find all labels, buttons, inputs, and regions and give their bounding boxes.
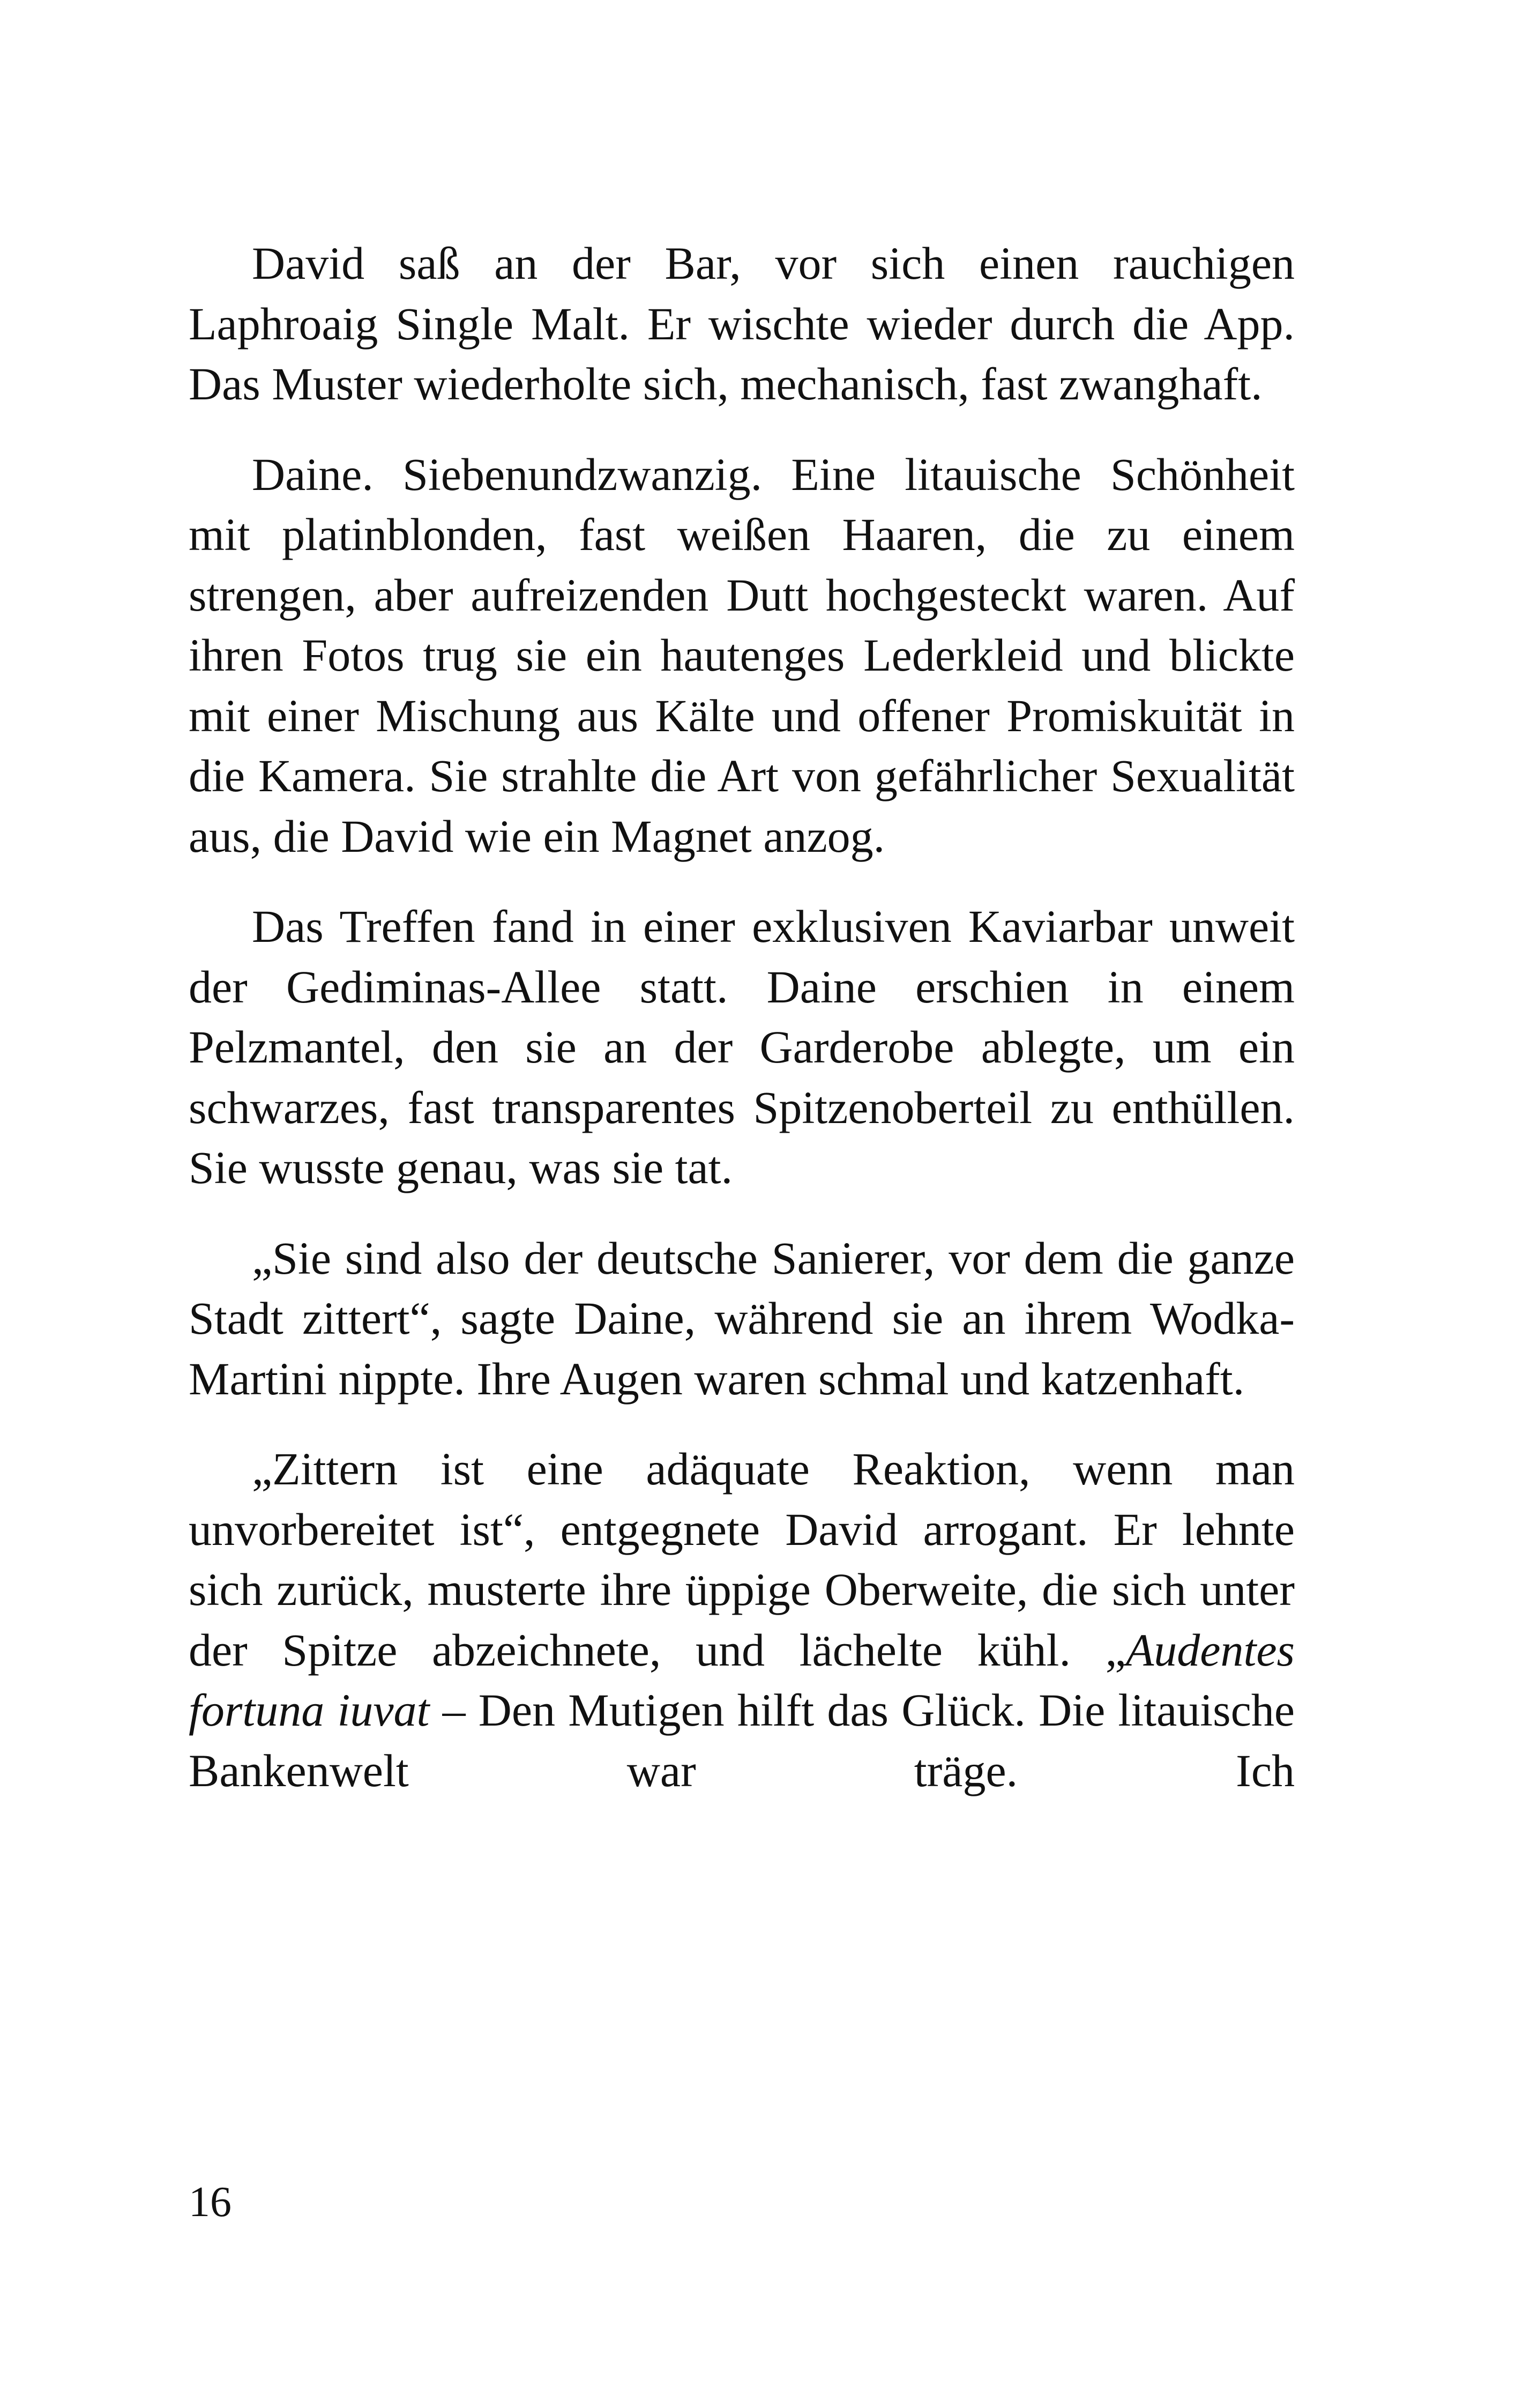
paragraph-2: Daine. Siebenundzwanzig. Eine litauische Schönheit mit platinblonden, fast weißen Haaren, die zu einem strengen, aber aufreizenden Dutt hochgesteckt waren. Auf ihren Fotos trug sie ein hautenges Lederkleid und blickte mit einer Mischung aus Kälte und offener Promiskuität in die Kamera. Sie strahlte die Art von gefährlicher Sexualität aus, die David wie ein Magnet anzog. [189,448,1295,862]
paragraph-5-end: – Den Mutigen hilft das Glück. Die litauische Bankenwelt war träge. Ich [189,1684,1295,1796]
latin-quote: Audentes fortuna iuvat [189,1624,1295,1736]
paragraph-3: Das Treffen fand in einer exklusiven Kaviarbar unweit der Gediminas-Allee statt. Daine erschien in einem Pelzmantel, den sie an der Garderobe ablegte, um ein schwarzes, fast transparentes Spitzenoberteil zu enthüllen. Sie wusste genau, was sie tat. [189,901,1295,1193]
body-text [189,233,1295,1801]
paragraph-4: „Sie sind also der deutsche Sanierer, vor dem die ganze Stadt zittert“, sagte Daine, während sie an ihrem Wodka-Martini nippte. Ihre Augen waren schmal und katzenhaft. [189,1232,1295,1404]
paragraph-1: David saß an der Bar, vor sich einen rauchigen Laphroaig Single Malt. Er wischte wieder durch die App. Das Muster wiederholte sich, mechanisch, fast zwanghaft. [189,237,1295,410]
paragraph-5 [189,1439,1295,1801]
page-number: 16 [189,2179,232,2226]
paragraph-5-start: „Zittern ist eine adäquate Reaktion, wenn man unvorbereitet ist“, entgegnete David arrogant. Er lehnte sich zurück, musterte ihre üppige Oberweite, die sich unter der Spitze abzeichnete, und lächelte kühl. „ [189,1443,1295,1676]
